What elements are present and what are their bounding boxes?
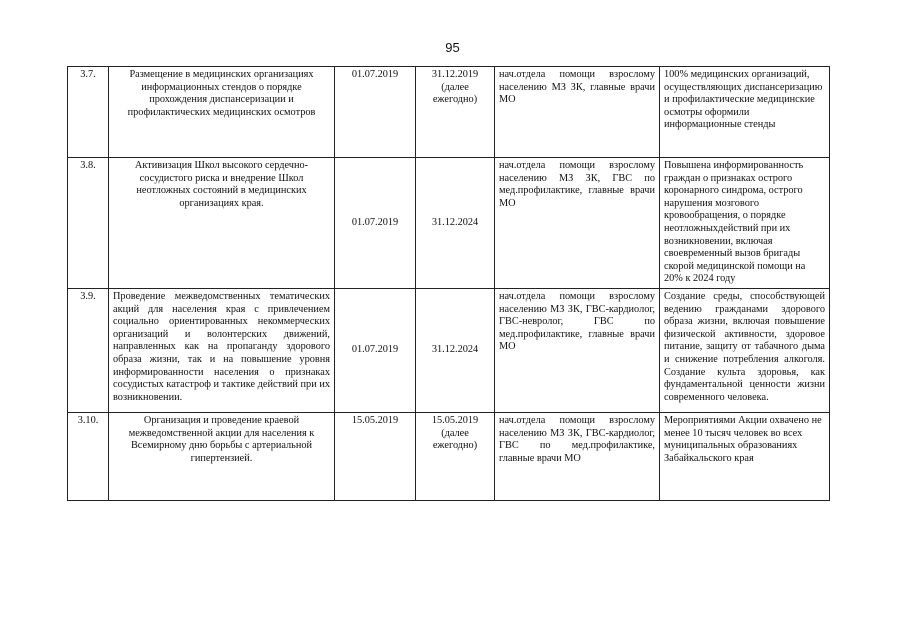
end-date-value: 31.12.2024: [431, 216, 479, 228]
result-text: Создание среды, способствующей ведению гражданами здорового образа жизни, включая повышение физической активности, здоровое питание, защиту от табачного дыма и снижение потребления алкоголя. Создание культа здоровья, как фундаментальной ценности жизни современного человека.: [660, 288, 830, 412]
action-text: Проведение межведомственных тематических акций для населения края с привлечением социально ориентированных некоммерческих организаций и волонтерских движений, направленных как на пропаганду здорового образа жизни, так и на повышение уровня информированности населения о признаках сосудистых катастроф и тактике действий при их возникновении.: [109, 288, 335, 412]
action-text: Организация и проведение краевой межведомственной акции для населения к Всемирному дню борьбы с артериальной гипертензией.: [109, 412, 335, 500]
row-number: 3.8.: [68, 158, 109, 289]
responsible-text: нач.отдела помощи взрослому населению МЗ ЗК, главные врачи МО: [495, 67, 660, 158]
table-row: [68, 288, 830, 412]
row-number: 3.9.: [68, 288, 109, 412]
start-date: 01.07.2019: [335, 67, 416, 158]
start-date: 15.05.2019: [335, 412, 416, 500]
action-text: Активизация Школ высокого сердечно-сосудистого риска и внедрение Школ неотложных состояний в медицинских организациях края.: [109, 158, 335, 289]
activity-table: [67, 66, 830, 501]
page-number: 95: [445, 40, 460, 55]
responsible-text: нач.отдела помощи взрослому населению МЗ ЗК, ГВС-кардиолог, ГВС-невролог, ГВС по мед.профилактике, главные врачи МО: [495, 288, 660, 412]
table-row: [68, 67, 830, 158]
responsible-text: нач.отдела помощи взрослому населению МЗ ЗК, ГВС по мед.профилактике, главные врачи МО: [495, 158, 660, 289]
start-date: 01.07.2019: [335, 288, 416, 412]
end-date-note: (далее ежегодно): [432, 81, 478, 106]
responsible-text: нач.отдела помощи взрослому населению МЗ ЗК, ГВС-кардиолог, ГВС по мед.профилактике, главные врачи МО: [495, 412, 660, 500]
end-date-value: 31.12.2019: [431, 69, 479, 80]
result-text: 100% медицинских организаций, осуществляющих диспансеризацию и профилактические медицинские осмотры оформили информационные стенды: [660, 67, 830, 158]
end-date: [416, 288, 495, 412]
start-date: 01.07.2019: [335, 158, 416, 289]
end-date: [416, 412, 495, 500]
end-date-note: (далее ежегодно): [432, 427, 478, 452]
row-number: 3.10.: [68, 412, 109, 500]
end-date: [416, 67, 495, 158]
action-text: Размещение в медицинских организациях информационных стендов о порядке прохождения диспансеризации и профилактических медицинских осмотров: [109, 67, 335, 158]
end-date: [416, 158, 495, 289]
row-number: 3.7.: [68, 67, 109, 158]
result-text: Мероприятиями Акции охвачено не менее 10 тысяч человек во всех муниципальных образованиях Забайкальского края: [660, 412, 830, 500]
result-text: Повышена информированность граждан о признаках острого коронарного синдрома, острого нарушения мозгового кровообращения, о порядке неотложныхдействий при их возникновении, включая своевременный вызов бригады скорой медицинской помощи на 20% к 2024 году: [660, 158, 830, 289]
end-date-value: 31.12.2024: [431, 344, 479, 356]
table-row: [68, 412, 830, 500]
table-row: [68, 158, 830, 289]
end-date-value: 15.05.2019: [431, 414, 479, 426]
